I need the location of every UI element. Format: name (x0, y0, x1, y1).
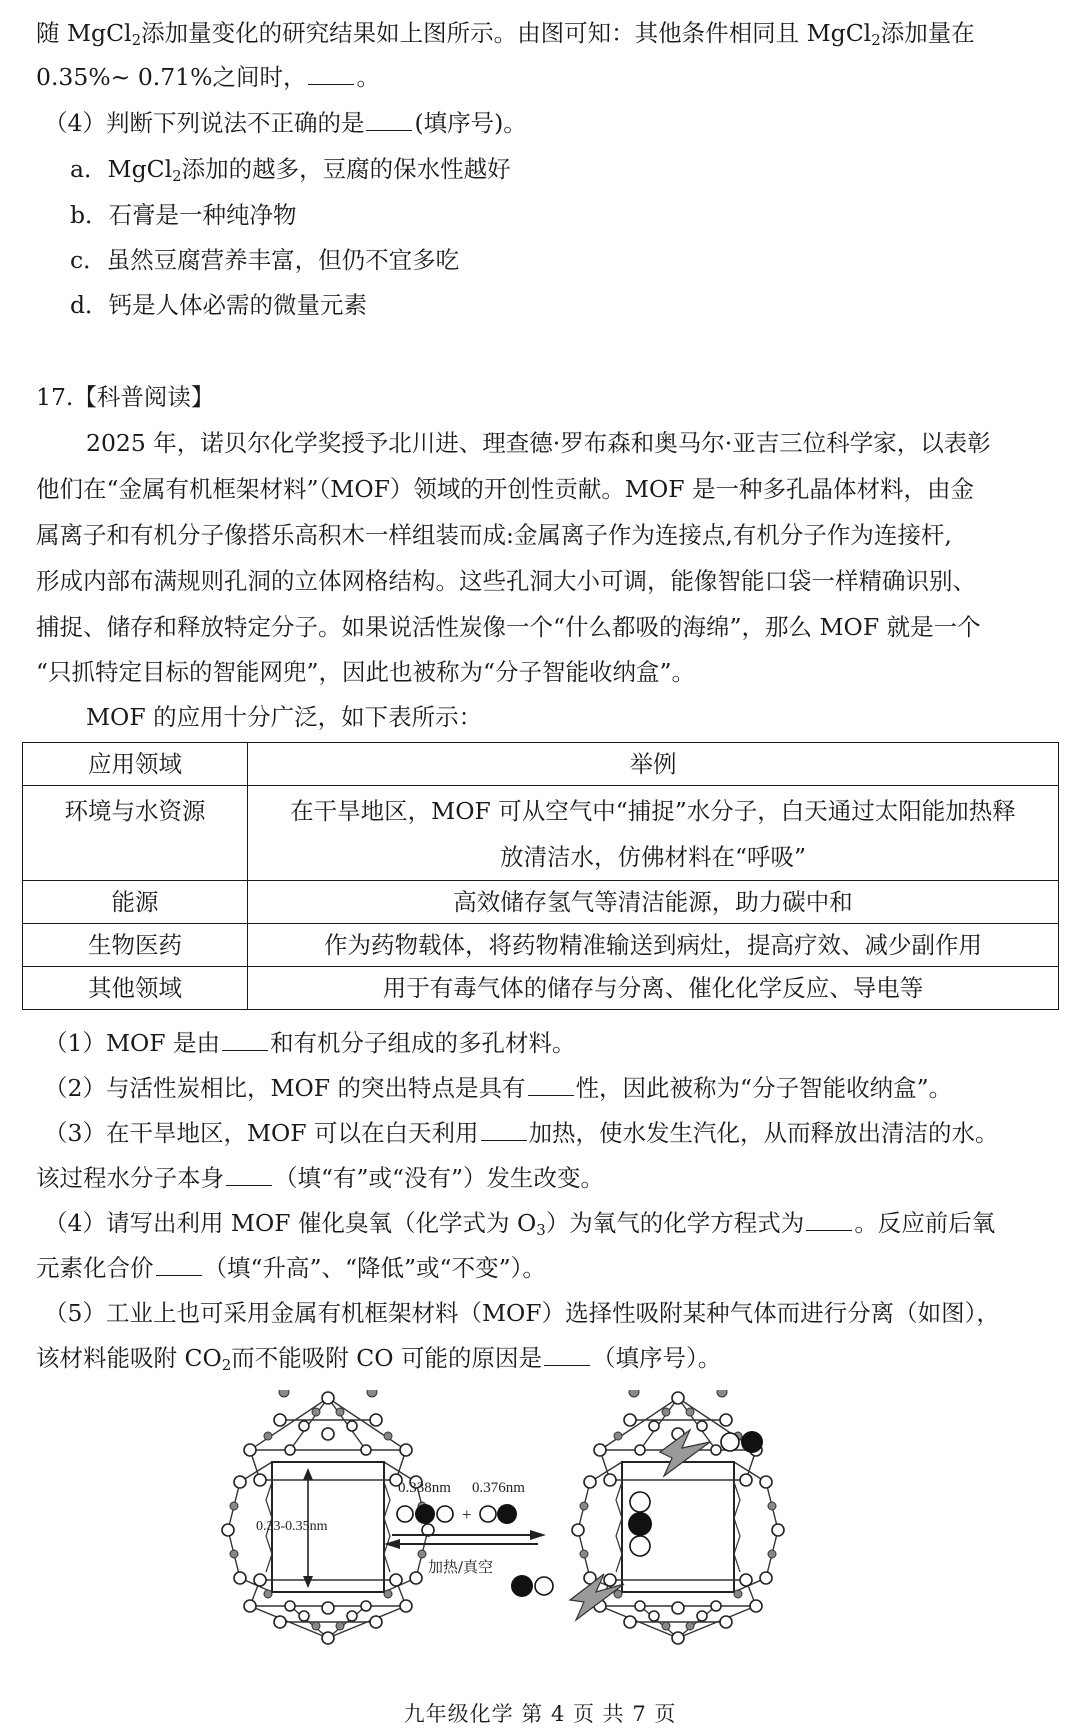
co-size-label: 0.376nm (472, 1480, 525, 1496)
pore-size-label: 0.33-0.35nm (256, 1519, 328, 1534)
question-17-1: （1）MOF 是由 和有机分子组成的多孔材料。 (44, 1029, 576, 1057)
paragraph-line: 他们在“金属有机框架材料”（MOF）领域的开创性贡献。MOF 是一种多孔晶体材料，由金 (36, 475, 975, 503)
answer-blank[interactable] (544, 1343, 590, 1366)
mof-adsorption-diagram (220, 1390, 860, 1645)
table-row (23, 881, 1059, 924)
mof-lattice-loaded (511, 1390, 784, 1644)
text-line: 0.35%~ 0.71%之间时， 。 (36, 63, 380, 91)
option-d: d．钙是人体必需的微量元素 (70, 291, 368, 319)
answer-blank[interactable] (308, 62, 354, 85)
table-cell-example: 作为药物载体，将药物精准输送到病灶，提高疗效、减少副作用 (248, 924, 1059, 967)
question-4: （4）判断下列说法不正确的是 (填序号)。 (44, 109, 527, 137)
table-cell-field: 环境与水资源 (23, 786, 248, 881)
question-17-2: （2）与活性炭相比，MOF 的突出特点是具有 性，因此被称为“分子智能收纳盒”。 (44, 1074, 953, 1102)
question-17-4-cont: 元素化合价 （填“升高”、“降低”或“不变”）。 (36, 1254, 546, 1282)
answer-blank[interactable] (528, 1073, 574, 1096)
question-17-5: （5）工业上也可采用金属有机框架材料（MOF）选择性吸附某种气体而进行分离（如图）， (44, 1299, 1000, 1327)
answer-blank[interactable] (366, 108, 412, 131)
co-molecule (480, 1504, 517, 1524)
answer-blank[interactable] (226, 1163, 272, 1186)
question-17-3: （3）在干旱地区，MOF 可以在白天利用 加热，使水发生汽化，从而释放出清洁的水。 (44, 1119, 999, 1147)
table-cell-field: 能源 (23, 881, 248, 924)
question-17-4: （4）请写出利用 MOF 催化臭氧（化学式为 $O_3$）为氧气的化学方程式为 。反应前后氧 (44, 1209, 996, 1239)
table-header-cell: 举例 (248, 743, 1059, 786)
table-cell-field: 其他领域 (23, 967, 248, 1010)
table-cell-example: 在干旱地区，MOF 可从空气中“捕捉”水分子，白天通过太阳能加热释 放清洁水，仿佛材料在“呼吸” (248, 786, 1059, 881)
option-a: a．MgCl$_2$添加的越多，豆腐的保水性越好 (70, 155, 511, 185)
arrow-down-icon (303, 1576, 313, 1588)
answer-blank[interactable] (806, 1208, 852, 1231)
paragraph-line: 捕捉、储存和释放特定分子。如果说活性炭像一个“什么都吸的海绵”，那么 MOF 就是一个 (36, 613, 981, 641)
table-cell-field: 生物医药 (23, 924, 248, 967)
option-c: c．虽然豆腐营养丰富，但仍不宜多吃 (70, 246, 460, 274)
table-row (23, 924, 1059, 967)
text-line: 随 MgCl$_2$添加量变化的研究结果如上图所示。由图可知：其他条件相同且 MgCl$_2$添加量在 (36, 19, 975, 49)
table-row (23, 967, 1059, 1010)
table-header-row (23, 743, 1059, 786)
co2-molecule (397, 1504, 453, 1524)
page-footer: 九年级化学 第 4 页 共 7 页 (403, 1702, 677, 1726)
arrow-right-icon (530, 1530, 546, 1540)
table-cell-example: 高效储存氢气等清洁能源，助力碳中和 (248, 881, 1059, 924)
answer-blank[interactable] (156, 1253, 202, 1276)
paragraph-line: 2025 年，诺贝尔化学奖授予北川进、理查德·罗布森和奥马尔·亚吉三位科学家，以表彰 (86, 429, 991, 457)
rejected-co-molecule (511, 1575, 553, 1597)
answer-blank[interactable] (222, 1028, 268, 1051)
application-table (22, 742, 1059, 1010)
question-17-3-cont: 该过程水分子本身 （填“有”或“没有”）发生改变。 (36, 1164, 605, 1192)
paragraph-line: “只抓特定目标的智能网兜”，因此也被称为“分子智能收纳盒”。 (36, 658, 696, 686)
table-cell-example: 用于有毒气体的储存与分离、催化化学反应、导电等 (248, 967, 1059, 1010)
paragraph-line: 形成内部布满规则孔洞的立体网格结构。这些孔洞大小可调，能像智能口袋一样精确识别、 (36, 567, 976, 595)
plus-sign: + (462, 1505, 472, 1524)
lightning-icon (660, 1430, 710, 1476)
co2-size-label: 0.338nm (398, 1480, 451, 1496)
paragraph-line: MOF 的应用十分广泛，如下表所示： (86, 703, 483, 731)
question-17-heading: 17.【科普阅读】 (36, 383, 215, 411)
adsorbed-co2-molecule (628, 1492, 652, 1556)
table-row (23, 786, 1059, 881)
arrow-up-icon (303, 1468, 313, 1480)
paragraph-line: 属离子和有机分子像搭乐高积木一样组装而成:金属离子作为连接点,有机分子作为连接杆, (36, 521, 952, 549)
question-17-5-cont: 该材料能吸附 $CO_2$而不能吸附 CO 可能的原因是 （填序号）。 (36, 1344, 722, 1374)
answer-blank[interactable] (481, 1118, 527, 1141)
option-b: b．石膏是一种纯净物 (70, 201, 297, 229)
table-header-cell: 应用领域 (23, 743, 248, 786)
reverse-condition-label: 加热/真空 (428, 1558, 494, 1576)
